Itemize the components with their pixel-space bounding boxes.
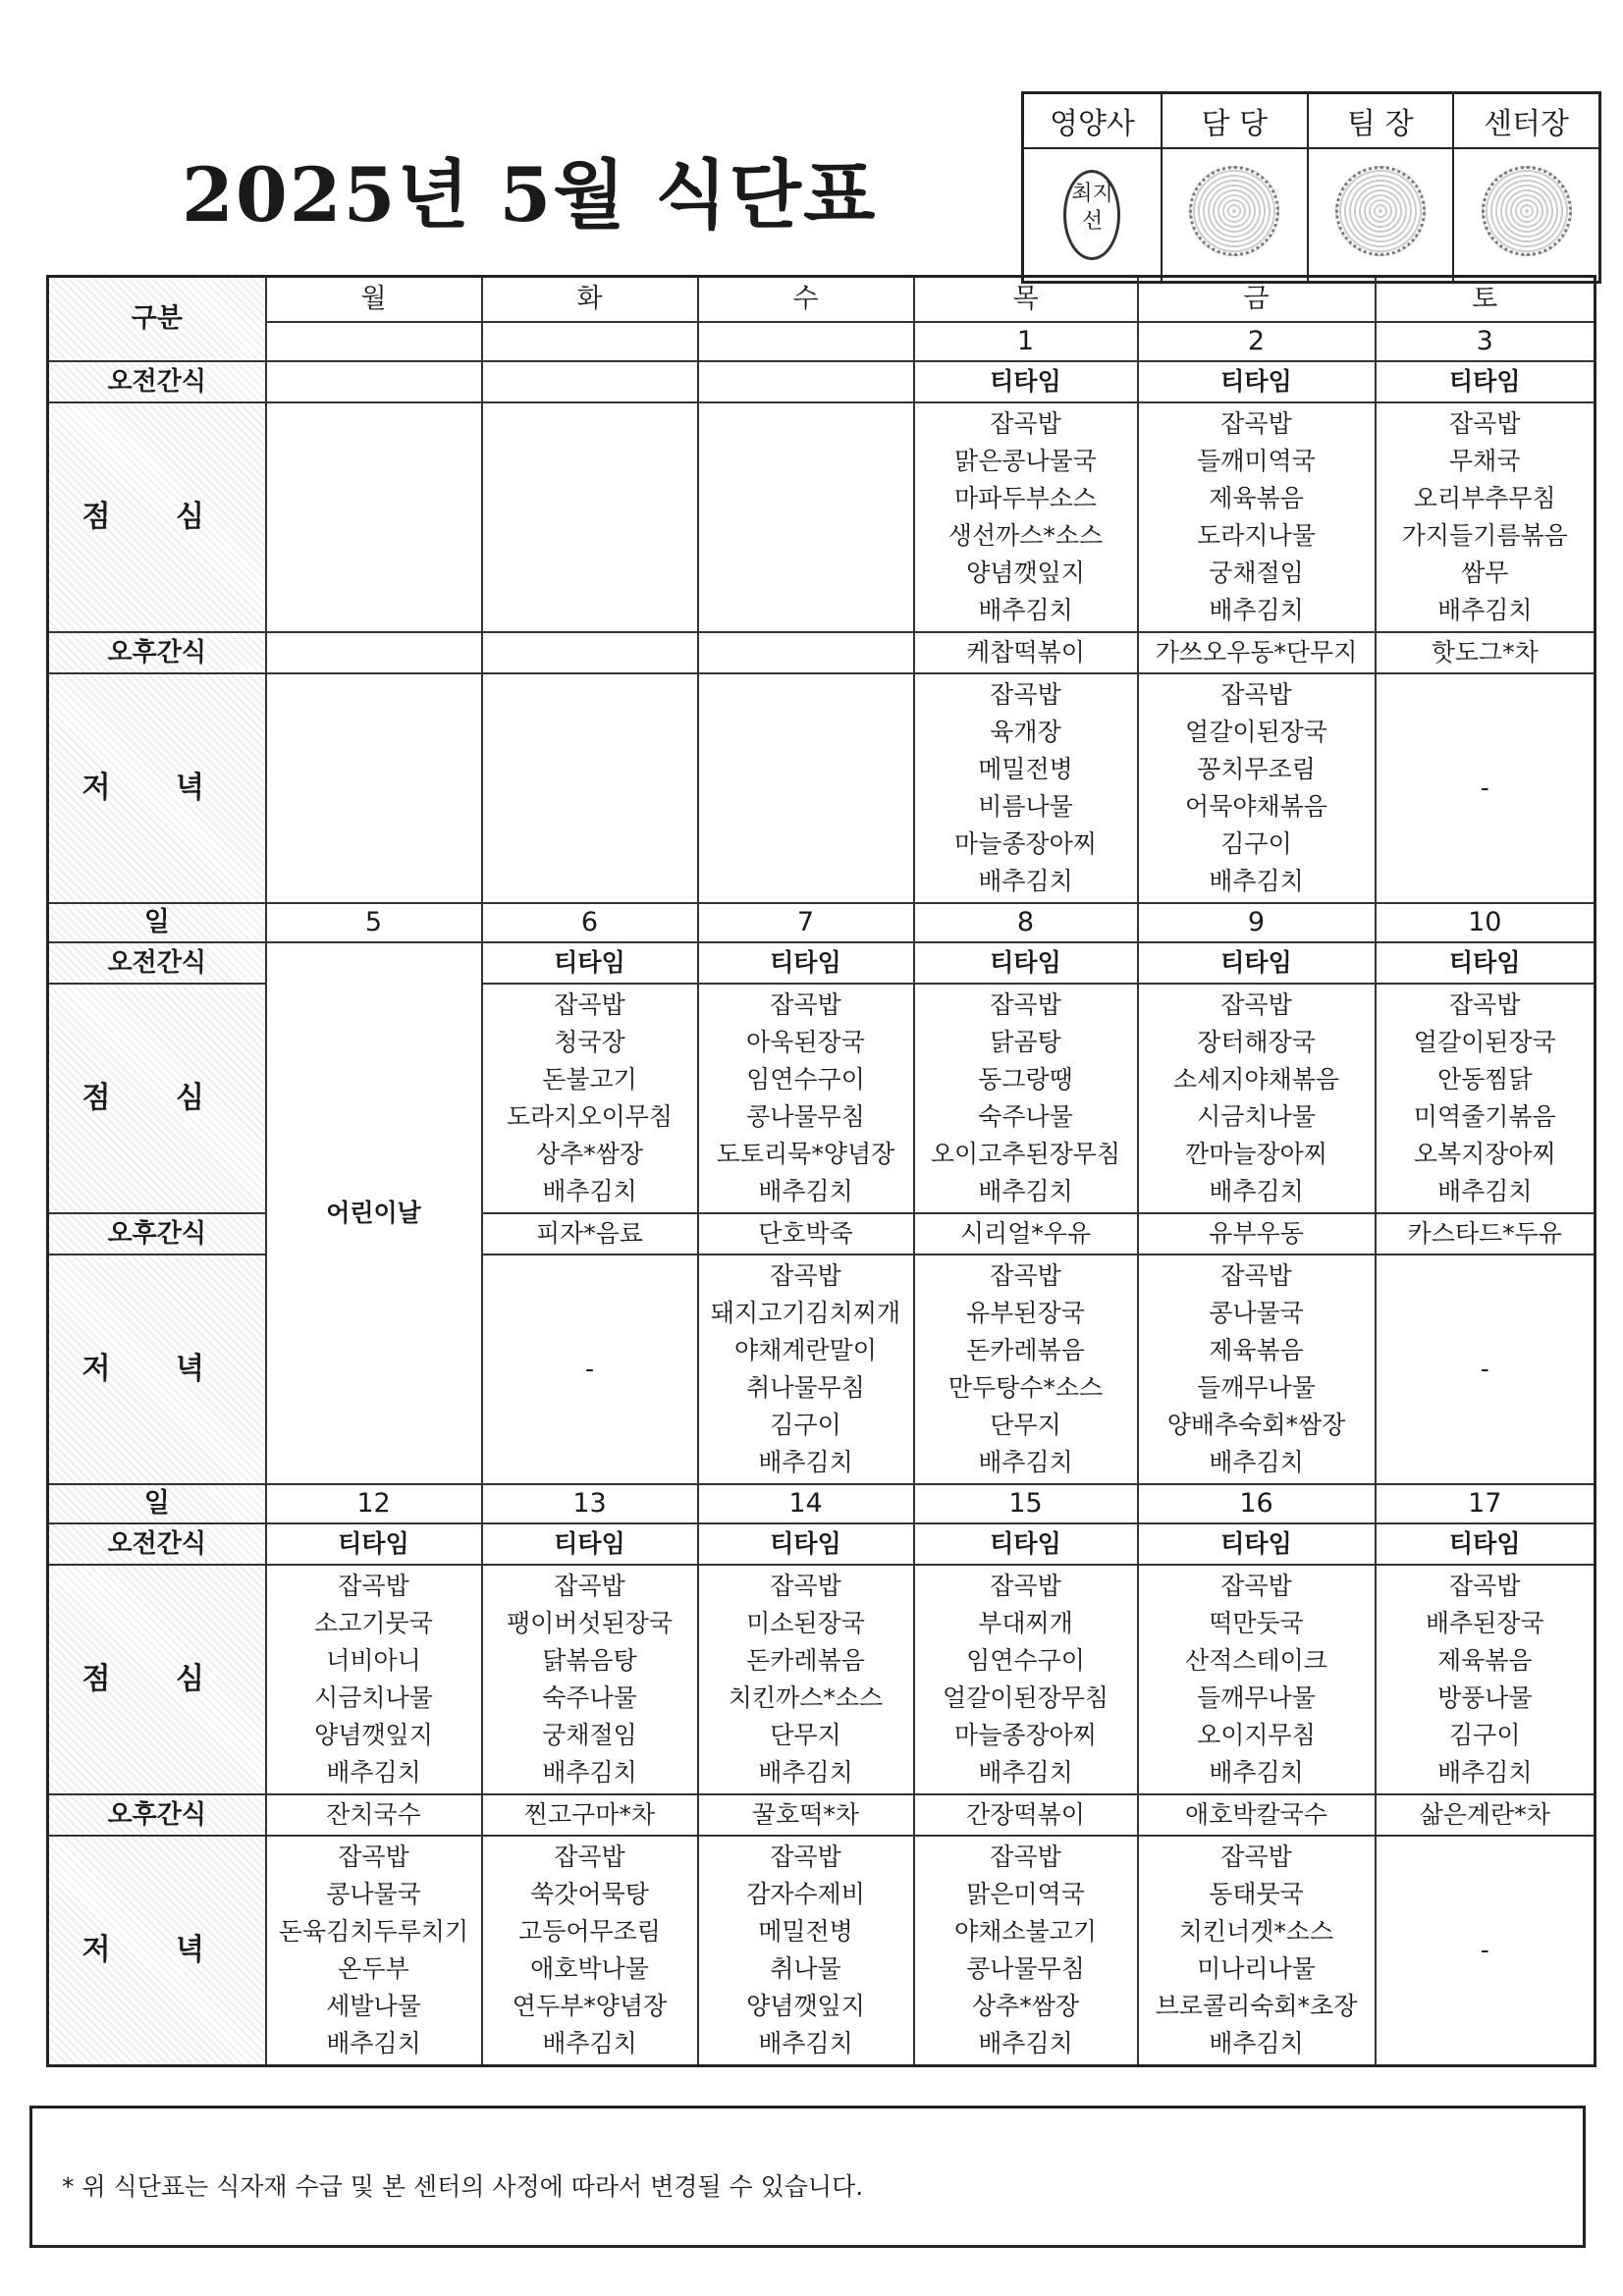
am-snack-cell: 티타임	[482, 1523, 698, 1565]
pm-snack-cell	[266, 632, 482, 673]
lunch-cell	[1138, 1565, 1376, 1794]
menu-item: 가지들기름볶음	[1401, 521, 1568, 550]
menu-item: 배추김치	[978, 1758, 1073, 1787]
menu-item: 취나물	[770, 1954, 841, 1983]
lunch-cell	[482, 984, 698, 1213]
menu-item: 임연수구이	[746, 1065, 865, 1094]
menu-item: 배추된장국	[1425, 1609, 1544, 1637]
menu-item: 배추김치	[978, 867, 1073, 895]
menu-item: 안동찜닭	[1436, 1065, 1533, 1094]
approval-role: 담 당	[1162, 93, 1308, 149]
menu-item: 메밀전병	[758, 1917, 853, 1946]
lunch-label: 점 심	[48, 1565, 266, 1794]
dinner-cell	[1376, 1836, 1596, 2066]
weekday-header: 수	[698, 277, 914, 323]
pm-snack-cell: 가쓰오우동*단무지	[1138, 632, 1376, 673]
pm-snack-cell	[698, 632, 914, 673]
approval-role: 영양사	[1023, 93, 1162, 149]
am-snack-cell: 티타임	[1376, 1523, 1596, 1565]
menu-item: 도토리묵*양념장	[716, 1140, 895, 1168]
menu-item: 잡곡밥	[554, 1572, 625, 1600]
am-snack-cell: 티타임	[914, 1523, 1138, 1565]
menu-item: 김구이	[770, 1411, 841, 1439]
pm-snack-label: 오후간식	[48, 1213, 266, 1255]
holiday-cell: 어린이날	[266, 942, 482, 1484]
am-snack-label: 오전간식	[48, 1523, 266, 1565]
menu-item: 양배추숙회*쌈장	[1166, 1411, 1346, 1439]
footnote-box	[29, 2106, 1586, 2248]
menu-item: 팽이버섯된장국	[506, 1609, 674, 1637]
menu-item: 배추김치	[758, 1177, 853, 1205]
menu-item: 배추김치	[978, 1177, 1073, 1205]
weekday-header: 월	[266, 277, 482, 323]
date-cell: 7	[698, 903, 914, 942]
menu-item: 돼지고기김치찌개	[710, 1299, 901, 1327]
dinner-cell	[1376, 1255, 1596, 1484]
weekday-header: 토	[1376, 277, 1596, 323]
menu-item: 궁채절임	[1209, 559, 1304, 587]
menu-item: 단무지	[990, 1411, 1061, 1439]
menu-item: 콩나물국	[1209, 1299, 1304, 1327]
menu-item: 궁채절임	[542, 1721, 637, 1749]
menu-item: 김구이	[1220, 829, 1292, 858]
menu-item: 배추김치	[326, 1758, 421, 1787]
menu-item: 돈카레볶음	[966, 1336, 1085, 1364]
menu-item: 동그랑땡	[978, 1065, 1073, 1094]
menu-item: 꽁치무조림	[1197, 755, 1316, 783]
menu-item: 양념깻잎지	[966, 559, 1085, 587]
menu-item: 마늘종장아찌	[954, 1721, 1097, 1749]
menu-item: 소고기뭇국	[314, 1609, 433, 1637]
pm-snack-cell: 케찹떡볶이	[914, 632, 1138, 673]
am-snack-cell: 티타임	[1138, 1523, 1376, 1565]
menu-item: 배추김치	[542, 1758, 637, 1787]
menu-item: 돈카레볶음	[746, 1646, 865, 1675]
menu-item: 김구이	[1449, 1721, 1521, 1749]
menu-item: 유부된장국	[966, 1299, 1085, 1327]
am-snack-cell	[698, 361, 914, 402]
lunch-cell	[1376, 984, 1596, 1213]
menu-item: 잡곡밥	[770, 1572, 841, 1600]
menu-item: 너비아니	[326, 1646, 421, 1675]
date-cell: 15	[914, 1484, 1138, 1523]
menu-item: -	[1480, 1936, 1489, 1964]
date-cell: 10	[1376, 903, 1596, 942]
pm-snack-cell: 핫도그*차	[1376, 632, 1596, 673]
menu-item: 잡곡밥	[1449, 1572, 1521, 1600]
menu-item: 콩나물무침	[966, 1954, 1085, 1983]
dinner-cell	[698, 673, 914, 903]
menu-item: 배추김치	[1209, 596, 1304, 624]
lunch-label: 점 심	[48, 984, 266, 1213]
menu-item: 잡곡밥	[1220, 1572, 1292, 1600]
menu-item: 배추김치	[542, 1177, 637, 1205]
menu-item: 동태뭇국	[1209, 1880, 1304, 1908]
menu-item: 연두부*양념장	[512, 1992, 668, 2020]
menu-item: 쑥갓어묵탕	[530, 1880, 649, 1908]
menu-item: 돈육김치두루치기	[278, 1917, 469, 1946]
menu-item: 쌈무	[1461, 559, 1509, 587]
menu-item: 숙주나물	[542, 1683, 637, 1712]
weekday-header: 금	[1138, 277, 1376, 323]
date-cell	[266, 322, 482, 361]
menu-item: 잡곡밥	[990, 409, 1061, 438]
signature-stamp	[1189, 166, 1279, 256]
am-snack-cell: 티타임	[1376, 942, 1596, 984]
menu-item: 돈불고기	[542, 1065, 637, 1094]
am-snack-cell: 티타임	[266, 1523, 482, 1565]
menu-item: 잡곡밥	[338, 1572, 409, 1600]
menu-item: 맑은미역국	[966, 1880, 1085, 1908]
menu-item: 배추김치	[758, 1758, 853, 1787]
am-snack-cell	[266, 361, 482, 402]
pm-snack-cell: 카스타드*두유	[1376, 1213, 1596, 1255]
am-snack-cell: 티타임	[698, 1523, 914, 1565]
menu-item: 닭볶음탕	[542, 1646, 637, 1675]
date-cell: 2	[1138, 322, 1376, 361]
menu-item: 콩나물무침	[746, 1102, 865, 1131]
lunch-cell	[914, 402, 1138, 632]
menu-item: 아욱된장국	[746, 1028, 865, 1056]
menu-item: 고등어무조림	[518, 1917, 661, 1946]
date-cell: 9	[1138, 903, 1376, 942]
menu-item: 산적스테이크	[1185, 1646, 1327, 1675]
dinner-label: 저 녁	[48, 673, 266, 903]
menu-item: 오이고추된장무침	[930, 1140, 1121, 1168]
am-snack-cell: 티타임	[1138, 942, 1376, 984]
menu-item: 장터해장국	[1197, 1028, 1316, 1056]
dinner-label: 저 녁	[48, 1836, 266, 2066]
signature-stamp	[1335, 166, 1426, 256]
date-cell: 8	[914, 903, 1138, 942]
date-cell	[698, 322, 914, 361]
menu-item: 도라지오이무침	[506, 1102, 674, 1131]
am-snack-cell	[482, 361, 698, 402]
menu-item: 잡곡밥	[990, 1261, 1061, 1290]
lunch-cell	[1138, 402, 1376, 632]
menu-item: 마파두부소스	[954, 484, 1097, 512]
menu-item: 감자수제비	[746, 1880, 865, 1908]
am-snack-label: 오전간식	[48, 361, 266, 402]
menu-item: 잡곡밥	[554, 1842, 625, 1871]
menu-item: 배추김치	[1209, 1177, 1304, 1205]
am-snack-cell: 티타임	[1138, 361, 1376, 402]
menu-item: 방풍나물	[1436, 1683, 1533, 1712]
menu-item: 들깨무나물	[1197, 1373, 1316, 1402]
approval-box	[1021, 91, 1601, 284]
lunch-cell	[698, 984, 914, 1213]
menu-item: 얼갈이된장무침	[942, 1683, 1109, 1712]
dinner-cell	[1376, 673, 1596, 903]
dinner-cell	[266, 673, 482, 903]
menu-item: 미역줄기볶음	[1413, 1102, 1556, 1131]
menu-item: 숙주나물	[978, 1102, 1073, 1131]
date-cell: 3	[1376, 322, 1596, 361]
menu-item: 잡곡밥	[990, 1572, 1061, 1600]
pm-snack-cell: 애호박칼국수	[1138, 1794, 1376, 1836]
menu-item: 배추김치	[1436, 1758, 1533, 1787]
approval-role: 팀 장	[1308, 93, 1454, 149]
menu-item: 잡곡밥	[770, 1261, 841, 1290]
menu-item: 부대찌개	[978, 1609, 1073, 1637]
menu-item: 상추*쌈장	[535, 1140, 644, 1168]
menu-item: 배추김치	[1209, 1758, 1304, 1787]
menu-item: 취나물무침	[746, 1373, 865, 1402]
dinner-cell	[1138, 1836, 1376, 2066]
lunch-cell	[266, 402, 482, 632]
menu-item: 배추김치	[758, 1448, 853, 1476]
menu-item: 마늘종장아찌	[954, 829, 1097, 858]
nutritionist-seal: 최지선	[1063, 170, 1120, 260]
pm-snack-cell: 찐고구마*차	[482, 1794, 698, 1836]
menu-item: 배추김치	[978, 596, 1073, 624]
am-snack-cell: 티타임	[698, 942, 914, 984]
menu-item: 시금치나물	[1197, 1102, 1316, 1131]
pm-snack-label: 오후간식	[48, 1794, 266, 1836]
date-cell: 16	[1138, 1484, 1376, 1523]
menu-item: 떡만둣국	[1209, 1609, 1304, 1637]
menu-table	[46, 275, 1596, 2067]
menu-item: 임연수구이	[966, 1646, 1085, 1675]
menu-item: -	[584, 1355, 595, 1383]
menu-item: 잡곡밥	[1449, 409, 1521, 438]
menu-item: 깐마늘장아찌	[1185, 1140, 1327, 1168]
menu-item: 생선까스*소스	[947, 521, 1104, 550]
menu-item: 단무지	[770, 1721, 841, 1749]
pm-snack-cell: 간장떡볶이	[914, 1794, 1138, 1836]
menu-item: 제육볶음	[1209, 1336, 1304, 1364]
menu-item: 잡곡밥	[1220, 1261, 1292, 1290]
menu-item: 얼갈이된장국	[1185, 718, 1327, 746]
menu-item: 양념깻잎지	[314, 1721, 433, 1749]
menu-item: 배추김치	[1436, 1177, 1533, 1205]
menu-item: 치킨까스*소스	[728, 1683, 884, 1712]
menu-item: 브로콜리숙회*초장	[1155, 1992, 1358, 2020]
menu-item: 배추김치	[978, 1448, 1073, 1476]
date-cell: 1	[914, 322, 1138, 361]
lunch-cell	[698, 402, 914, 632]
lunch-cell	[914, 984, 1138, 1213]
menu-item: 들깨미역국	[1197, 447, 1316, 475]
pm-snack-cell: 꿀호떡*차	[698, 1794, 914, 1836]
lunch-label: 점 심	[48, 402, 266, 632]
lunch-cell	[482, 1565, 698, 1794]
menu-item: 오리부추무침	[1413, 484, 1556, 512]
dinner-cell	[914, 1836, 1138, 2066]
weekday-header: 화	[482, 277, 698, 323]
category-label: 구분	[48, 277, 266, 362]
menu-item: 어묵야채볶음	[1185, 792, 1327, 821]
menu-item: 시금치나물	[314, 1683, 433, 1712]
menu-item: 잡곡밥	[554, 990, 625, 1019]
menu-item: 잡곡밥	[990, 1842, 1061, 1871]
pm-snack-cell: 유부우동	[1138, 1213, 1376, 1255]
menu-item: 청국장	[554, 1028, 625, 1056]
lunch-cell	[1138, 984, 1376, 1213]
date-cell: 12	[266, 1484, 482, 1523]
menu-item: 배추김치	[978, 2029, 1073, 2057]
menu-item: 오복지장아찌	[1413, 1140, 1556, 1168]
menu-item: 배추김치	[326, 2029, 421, 2057]
day-label: 일	[48, 1484, 266, 1523]
lunch-cell	[1376, 402, 1596, 632]
menu-item: 콩나물국	[326, 1880, 421, 1908]
dinner-cell	[698, 1255, 914, 1484]
date-cell: 17	[1376, 1484, 1596, 1523]
menu-item: 들깨무나물	[1197, 1683, 1316, 1712]
menu-item: 야채소불고기	[954, 1917, 1097, 1946]
lunch-cell	[1376, 1565, 1596, 1794]
menu-item: 도라지나물	[1197, 521, 1316, 550]
weekday-header: 목	[914, 277, 1138, 323]
page-title: 2025년 5월 식단표	[182, 151, 878, 239]
pm-snack-cell: 피자*음료	[482, 1213, 698, 1255]
pm-snack-cell: 잔치국수	[266, 1794, 482, 1836]
day-label: 일	[48, 903, 266, 942]
dinner-cell	[1138, 673, 1376, 903]
date-cell: 6	[482, 903, 698, 942]
menu-item: -	[1480, 774, 1489, 802]
menu-item: 무채국	[1449, 447, 1521, 475]
dinner-cell	[698, 1836, 914, 2066]
date-cell: 14	[698, 1484, 914, 1523]
menu-item: 배추김치	[758, 2029, 853, 2057]
footnote: * 위 식단표는 식자재 수급 및 본 센터의 사정에 따라서 변경될 수 있습니다.	[62, 2172, 864, 2201]
menu-item: 잡곡밥	[1220, 409, 1292, 438]
signature-stamp	[1482, 166, 1572, 256]
pm-snack-cell: 삶은계란*차	[1376, 1794, 1596, 1836]
menu-item: 온두부	[338, 1954, 409, 1983]
dinner-cell	[914, 673, 1138, 903]
menu-item: 제육볶음	[1436, 1646, 1533, 1675]
menu-item: 미소된장국	[746, 1609, 865, 1637]
lunch-cell	[482, 402, 698, 632]
lunch-cell	[914, 1565, 1138, 1794]
dinner-cell	[482, 1836, 698, 2066]
menu-item: 잡곡밥	[770, 1842, 841, 1871]
menu-item: 세발나물	[326, 1992, 421, 2020]
date-cell: 5	[266, 903, 482, 942]
menu-item: 메밀전병	[978, 755, 1073, 783]
menu-item: 잡곡밥	[990, 680, 1061, 709]
am-snack-cell: 티타임	[1376, 361, 1596, 402]
menu-item: 잡곡밥	[770, 990, 841, 1019]
menu-item: 치킨너겟*소스	[1178, 1917, 1334, 1946]
dinner-cell	[266, 1836, 482, 2066]
menu-item: 잡곡밥	[1220, 990, 1292, 1019]
menu-item: 야채계란말이	[734, 1336, 877, 1364]
menu-item: 양념깻잎지	[746, 1992, 865, 2020]
menu-item: 오이지무침	[1197, 1721, 1316, 1749]
menu-item: 배추김치	[542, 2029, 637, 2057]
dinner-cell	[1138, 1255, 1376, 1484]
approval-role: 센터장	[1453, 93, 1599, 149]
am-snack-cell: 티타임	[914, 942, 1138, 984]
menu-item: 소세지야채볶음	[1172, 1065, 1340, 1094]
menu-item: 배추김치	[1209, 867, 1304, 895]
menu-item: 얼갈이된장국	[1413, 1028, 1556, 1056]
lunch-cell	[698, 1565, 914, 1794]
menu-item: 잡곡밥	[1220, 680, 1292, 709]
dinner-cell	[914, 1255, 1138, 1484]
menu-item: 배추김치	[1209, 2029, 1304, 2057]
menu-item: 배추김치	[1436, 596, 1533, 624]
menu-item: 맑은콩나물국	[954, 447, 1097, 475]
menu-item: 제육볶음	[1209, 484, 1304, 512]
date-cell	[482, 322, 698, 361]
menu-item: -	[1480, 1355, 1489, 1383]
date-cell: 13	[482, 1484, 698, 1523]
menu-item: 닭곰탕	[990, 1028, 1061, 1056]
pm-snack-cell: 시리얼*우유	[914, 1213, 1138, 1255]
am-snack-cell: 티타임	[914, 361, 1138, 402]
menu-item: 만두탕수*소스	[947, 1373, 1104, 1402]
dinner-label: 저 녁	[48, 1255, 266, 1484]
lunch-cell	[266, 1565, 482, 1794]
menu-item: 애호박나물	[530, 1954, 649, 1983]
menu-item: 잡곡밥	[1449, 990, 1521, 1019]
menu-item: 미나리나물	[1197, 1954, 1316, 1983]
pm-snack-cell: 단호박죽	[698, 1213, 914, 1255]
dinner-cell	[482, 673, 698, 903]
menu-item: 육개장	[990, 718, 1061, 746]
am-snack-label: 오전간식	[48, 942, 266, 984]
menu-item: 배추김치	[1209, 1448, 1304, 1476]
pm-snack-cell	[482, 632, 698, 673]
dinner-cell	[482, 1255, 698, 1484]
menu-item: 상추*쌈장	[971, 1992, 1080, 2020]
am-snack-cell: 티타임	[482, 942, 698, 984]
pm-snack-label: 오후간식	[48, 632, 266, 673]
menu-item: 잡곡밥	[338, 1842, 409, 1871]
menu-item: 잡곡밥	[1220, 1842, 1292, 1871]
menu-item: 비름나물	[978, 792, 1073, 821]
menu-item: 잡곡밥	[990, 990, 1061, 1019]
